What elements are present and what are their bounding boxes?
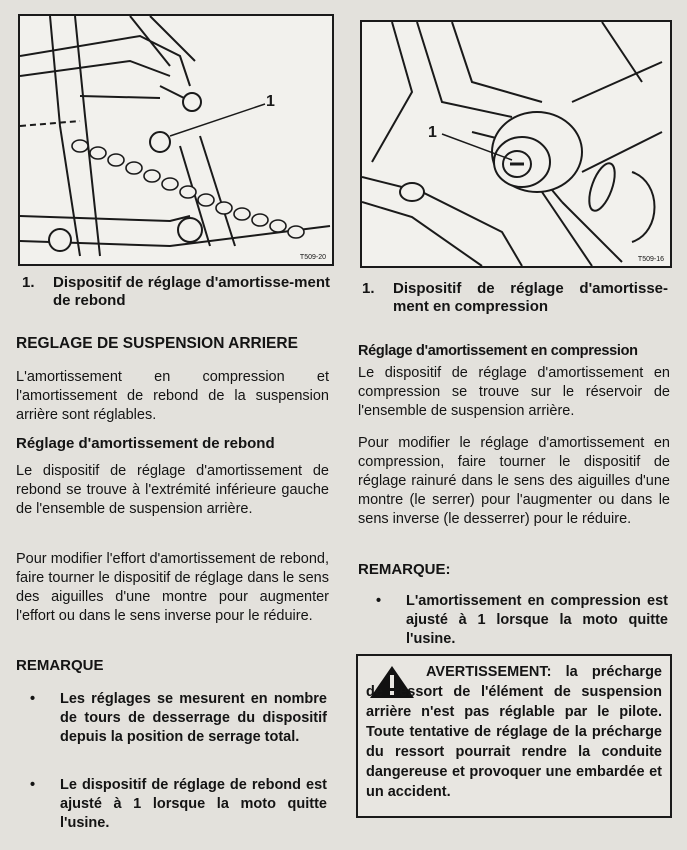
warning-title: AVERTISSEMENT: [426,664,552,680]
compression-diagram [362,22,670,266]
rebound-adjust-paragraph: Pour modifier l'effort d'amortissement de rebond, faire tourner le dispositif de réglage dans le sens des aiguilles d'une montre pour augmenter l'effort ou dans le sens inverse pour le réduire. [16,551,329,624]
compression-adjuster-illustration [360,20,672,268]
compression-callout-number: 1 [428,124,437,141]
figure-code: T509-20 [299,254,326,261]
remark-title: REMARQUE [16,657,104,674]
rebound-subtitle: Réglage d'amortissement de rebond [16,435,275,452]
rebound-location-paragraph: Le dispositif de réglage d'amortissement de rebond se trouve à l'extrémité inférieure gauche de l'ensemble de suspension arrière. [16,463,329,517]
bullet-dot: • [30,691,36,707]
figure-code: T509-16 [637,256,664,263]
remark-title: REMARQUE: [358,561,451,578]
rebound-adjuster-illustration [18,14,334,266]
caption-number: 1. [22,274,35,291]
bullet-text: Le dispositif de réglage de rebond est ajusté à 1 lorsque la moto quitte l'usine. [60,777,327,831]
warning-box [356,654,672,818]
warning-text: la précharge de ressort de l'élément de suspension arrière n'est pas réglable par le pilote. Toute tentative de réglage de la précharge du ressort pourrait rendre la conduite dangereuse et provoquer une embardée et un accident. [366,664,662,800]
rebound-diagram [20,16,332,264]
caption-text: Dispositif de réglage d'amortisse-ment de rebond [53,274,330,309]
section-title: REGLAGE DE SUSPENSION ARRIERE [16,335,298,352]
bullet-dot: • [30,777,36,793]
bullet-dot: • [376,593,382,609]
compression-location-paragraph: Le dispositif de réglage d'amortissement en compression se trouve sur le réservoir de l'ensemble de suspension arrière. [358,365,670,419]
bullet-text: Les réglages se mesurent en nombre de tours de desserrage du dispositif depuis la position de serrage total. [60,691,327,745]
caption-text: Dispositif de réglage d'amortisse-ment en compression [393,280,668,315]
bullet-text: L'amortissement en compression est ajusté à 1 lorsque la moto quitte l'usine. [406,593,668,647]
compression-adjust-paragraph: Pour modifier le réglage d'amortissement en compression, faire tourner le dispositif de réglage rainuré dans le sens des aiguilles d'une montre (le serrer) pour l'augmenter ou dans le sens inverse (le desserrer) pour le réduire. [358,435,670,527]
caption-number: 1. [362,280,375,297]
rebound-callout-number: 1 [266,93,275,110]
intro-paragraph: L'amortissement en compression et l'amortissement de rebond de la suspension arrière sont réglables. [16,369,329,423]
warning-text-block [366,662,662,802]
compression-subtitle: Réglage d'amortissement en compression [358,343,638,359]
